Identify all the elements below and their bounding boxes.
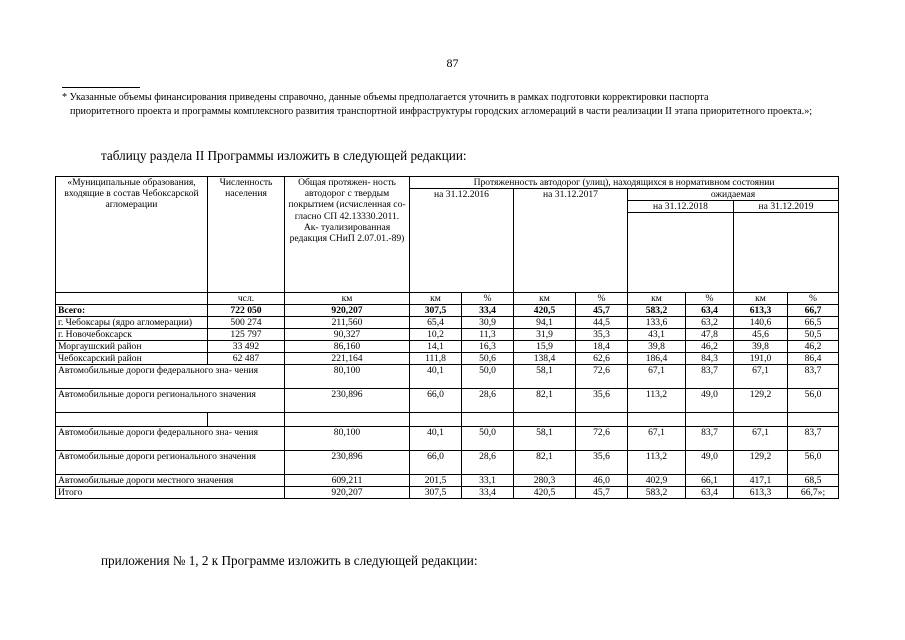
row-cell: 94,1 <box>514 317 576 329</box>
spacer-cell <box>410 413 462 427</box>
bottom-row-cell: 66,7»; <box>788 487 839 499</box>
bottom-row-cell: 201,5 <box>410 475 462 487</box>
row-cell: 15,9 <box>514 341 576 353</box>
row-label: г. Чебоксары (ядро агломерации) <box>56 317 208 329</box>
bottom-row-cell: 307,5 <box>410 487 462 499</box>
row-cell: 50,5 <box>788 329 839 341</box>
outro-paragraph: приложения № 1, 2 к Программе изложить в следующей редакции: <box>101 553 478 568</box>
spacer-row <box>56 413 839 427</box>
wide-row-cell: 230,896 <box>285 389 410 413</box>
row-cell: 46,2 <box>788 341 839 353</box>
bottom-row-cell: 613,3 <box>734 487 788 499</box>
wide-row-cell: 113,2 <box>628 389 686 413</box>
row-cell: 18,4 <box>576 341 628 353</box>
total-cell: 722 050 <box>208 305 285 317</box>
wide-row-cell: 35,6 <box>576 389 628 413</box>
bottom-row-label: Автомобильные дороги местного значения <box>56 475 285 487</box>
row-cell: 62,6 <box>576 353 628 365</box>
footnote <box>62 91 844 119</box>
row-cell: 140,6 <box>734 317 788 329</box>
row-cell: 43,1 <box>628 329 686 341</box>
row-cell: 111,8 <box>410 353 462 365</box>
row-cell: 35,3 <box>576 329 628 341</box>
bottom-row-cell: 80,100 <box>285 427 410 451</box>
wide-row <box>56 365 839 389</box>
spacer-cell <box>686 413 734 427</box>
row-cell: 125 797 <box>208 329 285 341</box>
unit-cell: % <box>576 293 628 305</box>
wide-row-cell: 49,0 <box>686 389 734 413</box>
row-cell: 31,9 <box>514 329 576 341</box>
table-row <box>56 353 839 365</box>
row-cell: 39,8 <box>628 341 686 353</box>
header-population: Численность населения <box>208 177 285 293</box>
row-label: Чебоксарский район <box>56 353 208 365</box>
header-municipal: «Муниципальные образования, входящие в состав Чебоксарской агломерации <box>56 177 208 293</box>
wide-row-cell: 129,2 <box>734 389 788 413</box>
spacer-cell <box>208 413 285 427</box>
bottom-row-cell: 66,0 <box>410 451 462 475</box>
wide-row-cell: 66,0 <box>410 389 462 413</box>
spacer-cell <box>628 413 686 427</box>
bottom-row-cell: 420,5 <box>514 487 576 499</box>
spacer-cell <box>734 413 788 427</box>
wide-row-label: Автомобильные дороги федерального зна- чения <box>56 365 285 389</box>
bottom-row-cell: 83,7 <box>788 427 839 451</box>
row-cell: 138,4 <box>514 353 576 365</box>
row-cell: 84,3 <box>686 353 734 365</box>
total-cell: 45,7 <box>576 305 628 317</box>
total-cell: 920,207 <box>285 305 410 317</box>
total-cell: 63,4 <box>686 305 734 317</box>
bottom-row-cell: 920,207 <box>285 487 410 499</box>
row-cell: 63,2 <box>686 317 734 329</box>
row-cell: 16,3 <box>462 341 514 353</box>
total-cell: 66,7 <box>788 305 839 317</box>
bottom-row-cell: 58,1 <box>514 427 576 451</box>
bottom-row-cell: 609,211 <box>285 475 410 487</box>
bottom-row-cell: 46,0 <box>576 475 628 487</box>
bottom-row-cell: 66,1 <box>686 475 734 487</box>
bottom-row-cell: 583,2 <box>628 487 686 499</box>
header-2019-body <box>734 213 839 293</box>
table-row <box>56 317 839 329</box>
row-cell: 46,2 <box>686 341 734 353</box>
header-2018-body <box>628 213 734 293</box>
wide-row-cell: 40,1 <box>410 365 462 389</box>
row-cell: 14,1 <box>410 341 462 353</box>
bottom-row-cell: 33,4 <box>462 487 514 499</box>
wide-row-cell: 58,1 <box>514 365 576 389</box>
bottom-row-cell: 63,4 <box>686 487 734 499</box>
bottom-row-cell: 68,5 <box>788 475 839 487</box>
wide-row-cell: 72,6 <box>576 365 628 389</box>
wide-row-cell: 83,7 <box>686 365 734 389</box>
bottom-row-cell: 83,7 <box>686 427 734 451</box>
unit-cell: км <box>285 293 410 305</box>
row-cell: 39,8 <box>734 341 788 353</box>
spacer-cell <box>462 413 514 427</box>
row-label: Моргаушский район <box>56 341 208 353</box>
bottom-row-label: Автомобильные дороги федерального зна- чения <box>56 427 285 451</box>
header-expected: ожидаемая <box>628 189 839 201</box>
header-2018: на 31.12.2018 <box>628 201 734 213</box>
unit-cell: км <box>628 293 686 305</box>
units-blank <box>56 293 208 305</box>
row-cell: 47,8 <box>686 329 734 341</box>
wide-row-cell: 80,100 <box>285 365 410 389</box>
header-2019: на 31.12.2019 <box>734 201 839 213</box>
wide-row-cell: 67,1 <box>734 365 788 389</box>
bottom-row-label: Автомобильные дороги регионального значения <box>56 451 285 475</box>
header-2016: на 31.12.2016 <box>410 189 514 293</box>
total-label: Всего: <box>56 305 208 317</box>
row-cell: 133,6 <box>628 317 686 329</box>
bottom-row-cell: 56,0 <box>788 451 839 475</box>
row-cell: 45,6 <box>734 329 788 341</box>
footnote-first-line: * Указанные объемы финансирования приведены справочно, данные объемы предполагается уточнить в рамках подготовки корректировки паспорта <box>62 92 709 103</box>
footnote-rest: приоритетного проекта и программы комплексного развития транспортной инфраструктуры городских агломераций в части реализации II этапа приоритетного проекта.»; <box>70 106 813 117</box>
bottom-row-cell: 45,7 <box>576 487 628 499</box>
unit-cell: % <box>788 293 839 305</box>
bottom-row-cell: 72,6 <box>576 427 628 451</box>
row-cell: 30,9 <box>462 317 514 329</box>
bottom-row-cell: 230,896 <box>285 451 410 475</box>
spacer-cell <box>576 413 628 427</box>
units-row <box>56 293 839 305</box>
row-cell: 211,560 <box>285 317 410 329</box>
row-cell: 66,5 <box>788 317 839 329</box>
header-row-1 <box>56 177 839 189</box>
bottom-row-cell: 49,0 <box>686 451 734 475</box>
spacer-cell <box>788 413 839 427</box>
table-row <box>56 341 839 353</box>
bottom-row-cell: 67,1 <box>628 427 686 451</box>
row-label: г. Новочебоксарск <box>56 329 208 341</box>
row-cell: 65,4 <box>410 317 462 329</box>
bottom-row-cell: 82,1 <box>514 451 576 475</box>
bottom-row-cell: 50,0 <box>462 427 514 451</box>
row-cell: 191,0 <box>734 353 788 365</box>
table-row <box>56 329 839 341</box>
unit-cell: км <box>514 293 576 305</box>
unit-cell: чсл. <box>208 293 285 305</box>
bottom-row-cell: 280,3 <box>514 475 576 487</box>
row-cell: 86,4 <box>788 353 839 365</box>
bottom-row-cell: 40,1 <box>410 427 462 451</box>
header-2017: на 31.12.2017 <box>514 189 628 293</box>
row-cell: 500 274 <box>208 317 285 329</box>
spacer-cell <box>285 413 410 427</box>
unit-cell: % <box>686 293 734 305</box>
bottom-row <box>56 451 839 475</box>
row-cell: 44,5 <box>576 317 628 329</box>
total-row <box>56 305 839 317</box>
row-cell: 186,4 <box>628 353 686 365</box>
unit-cell: км <box>410 293 462 305</box>
spacer-cell <box>514 413 576 427</box>
unit-cell: км <box>734 293 788 305</box>
bottom-row-cell: 402,9 <box>628 475 686 487</box>
wide-row-label: Автомобильные дороги регионального значения <box>56 389 285 413</box>
row-cell: 11,3 <box>462 329 514 341</box>
bottom-row-label: Итого <box>56 487 285 499</box>
bottom-row-cell: 113,2 <box>628 451 686 475</box>
row-cell: 90,327 <box>285 329 410 341</box>
total-cell: 33,4 <box>462 305 514 317</box>
header-normative: Протяженность автодорог (улиц), находящихся в нормативном состоянии <box>410 177 839 189</box>
bottom-row-cell: 67,1 <box>734 427 788 451</box>
bottom-row-cell: 129,2 <box>734 451 788 475</box>
bottom-row <box>56 475 839 487</box>
row-cell: 221,164 <box>285 353 410 365</box>
road-length-table <box>55 176 839 499</box>
bottom-row <box>56 487 839 499</box>
intro-paragraph: таблицу раздела II Программы изложить в следующей редакции: <box>101 148 467 163</box>
header-total-length: Общая протяжен- ность автодорог с твердым покрытием (исчисленная со- гласно СП 42.13330.2011. Ак- туализированная редакция СНиП 2.07.01.-89) <box>285 177 410 293</box>
wide-row-cell: 56,0 <box>788 389 839 413</box>
wide-row-cell: 50,0 <box>462 365 514 389</box>
total-cell: 307,5 <box>410 305 462 317</box>
row-cell: 33 492 <box>208 341 285 353</box>
wide-row <box>56 389 839 413</box>
wide-row-cell: 28,6 <box>462 389 514 413</box>
unit-cell: % <box>462 293 514 305</box>
total-cell: 583,2 <box>628 305 686 317</box>
row-cell: 62 487 <box>208 353 285 365</box>
bottom-row <box>56 427 839 451</box>
row-cell: 10,2 <box>410 329 462 341</box>
bottom-row-cell: 28,6 <box>462 451 514 475</box>
spacer-cell <box>56 413 208 427</box>
footnote-rule <box>62 87 140 88</box>
row-cell: 86,160 <box>285 341 410 353</box>
bottom-row-cell: 33,1 <box>462 475 514 487</box>
total-cell: 613,3 <box>734 305 788 317</box>
page-number: 87 <box>446 56 459 70</box>
wide-row-cell: 83,7 <box>788 365 839 389</box>
wide-row-cell: 67,1 <box>628 365 686 389</box>
row-cell: 50,6 <box>462 353 514 365</box>
bottom-row-cell: 417,1 <box>734 475 788 487</box>
wide-row-cell: 82,1 <box>514 389 576 413</box>
bottom-row-cell: 35,6 <box>576 451 628 475</box>
total-cell: 420,5 <box>514 305 576 317</box>
